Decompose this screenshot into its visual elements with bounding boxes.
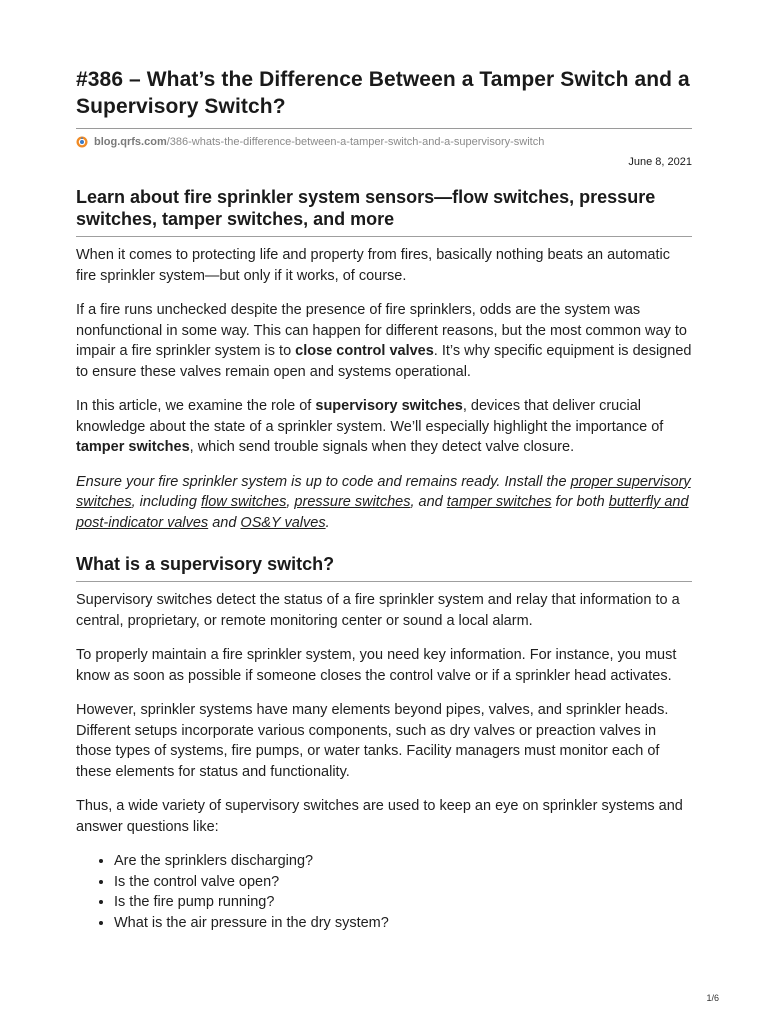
publish-date: June 8, 2021 xyxy=(628,156,692,168)
text-run: , xyxy=(286,494,295,510)
text-run: , which send trouble signals when they detect valve closure. xyxy=(189,439,575,455)
link-butterfly-post-indicator-valves[interactable]: butterfly and post-indicator valves xyxy=(76,494,689,531)
intro-paragraph: When it comes to protecting life and property from fires, basically nothing beats an automatic fire sprinkler system—but only if it works, of course. xyxy=(76,247,670,284)
text-run: , including xyxy=(131,494,201,510)
text-run: for both xyxy=(551,494,609,510)
question-list xyxy=(76,851,692,933)
section-paragraph: To properly maintain a fire sprinkler system, you need key information. For instance, you must know as soon as possible if someone closes the control valve or if a sprinkler head activates. xyxy=(76,647,677,684)
article-page xyxy=(76,0,692,933)
subtitle-divider xyxy=(76,236,692,237)
link-tamper-switches[interactable]: tamper switches xyxy=(446,494,552,510)
section-paragraph: Supervisory switches detect the status of a fire sprinkler system and relay that information to a central, proprietary, or remote monitoring center or sound a local alarm. xyxy=(76,592,680,629)
article-title: #386 – What’s the Difference Between a Tamper Switch and a Supervisory Switch? xyxy=(76,68,690,118)
paragraph-control-valves xyxy=(76,300,692,382)
text-run: . xyxy=(325,514,330,531)
text-run: If a fire runs unchecked despite the presence of fire sprinklers, odds are the system was nonfunctional in some way. This can happen for different reasons, but the most common way to impair a fire sprinkler system is to xyxy=(76,302,687,359)
source-domain[interactable]: blog.qrfs.com xyxy=(94,136,167,148)
link-pressure-switches[interactable]: pressure switches xyxy=(294,494,411,510)
qrfs-favicon-icon xyxy=(76,136,88,148)
paragraph-callout xyxy=(76,472,692,534)
text-run: , and xyxy=(410,494,447,510)
source-path[interactable]: /386-whats-the-difference-between-a-tamper-switch-and-a-supervisory-switch xyxy=(166,136,545,148)
bold-supervisory-switches: supervisory switches xyxy=(315,398,463,414)
text-run: . It’s why specific equipment is designed to ensure these valves remain open and systems operational. xyxy=(76,343,692,380)
bold-tamper-switches: tamper switches xyxy=(76,439,190,455)
title-divider xyxy=(76,128,692,129)
article-subtitle: Learn about fire sprinkler system sensors—flow switches, pressure switches, tamper switches, and more xyxy=(76,187,656,229)
text-run: , devices that deliver crucial knowledge about the state of a sprinkler system. We’ll especially highlight the importance of xyxy=(76,398,664,435)
list-item: • Are the sprinklers discharging? xyxy=(114,851,692,872)
link-flow-switches[interactable]: flow switches xyxy=(200,494,287,510)
link-osy-valves[interactable]: OS&Y valves xyxy=(240,514,326,531)
list-item: • Is the control valve open? xyxy=(114,872,692,893)
link-proper-supervisory-switches[interactable]: proper supervisory switches xyxy=(76,473,691,510)
bold-close-control-valves: close control valves xyxy=(295,343,434,359)
section-heading: What is a supervisory switch? xyxy=(76,554,335,574)
list-item: • What is the air pressure in the dry system? xyxy=(114,913,692,934)
section-paragraph: Thus, a wide variety of supervisory switches are used to keep an eye on sprinkler systems and answer questions like: xyxy=(76,798,683,835)
paragraph-supervisory-switches xyxy=(76,396,692,458)
list-item: • Is the fire pump running? xyxy=(114,892,692,913)
page-number: 1/6 xyxy=(706,993,719,1003)
text-run: and xyxy=(208,514,241,531)
source-url[interactable] xyxy=(76,134,692,150)
text-run: Ensure your fire sprinkler system is up to code and remains ready. Install the xyxy=(76,473,571,490)
section-divider xyxy=(76,581,692,582)
text-run: In this article, we examine the role of xyxy=(76,398,316,414)
section-paragraph: However, sprinkler systems have many elements beyond pipes, valves, and sprinkler heads. Different setups incorporate various components, such as dry valves or preaction valves in those types of systems, fire pumps, or water tanks. Facility managers must monitor each of these elements for status and functionality. xyxy=(76,702,669,780)
